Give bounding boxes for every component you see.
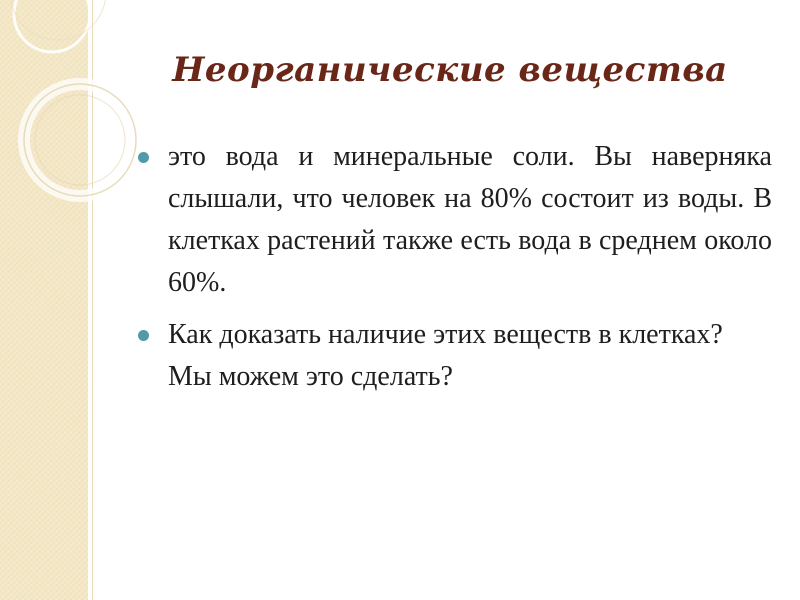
decorative-side-band — [0, 0, 88, 600]
bullet-dot-icon — [138, 152, 149, 163]
bullet-text: это вода и минеральные соли. Вы наверняка слышали, что человек на 80% состоит из воды. В клетках растений также есть вода в среднем около 60%. — [168, 141, 772, 298]
slide-title: Неорганические вещества — [172, 50, 728, 90]
band-divider-line — [92, 0, 93, 600]
bullet-list — [130, 136, 772, 408]
bullet-text: Как доказать наличие этих веществ в клетках? Мы можем это сделать? — [168, 319, 723, 392]
bullet-dot-icon — [138, 330, 149, 341]
bullet-item — [130, 136, 772, 304]
bullet-item — [130, 314, 772, 398]
